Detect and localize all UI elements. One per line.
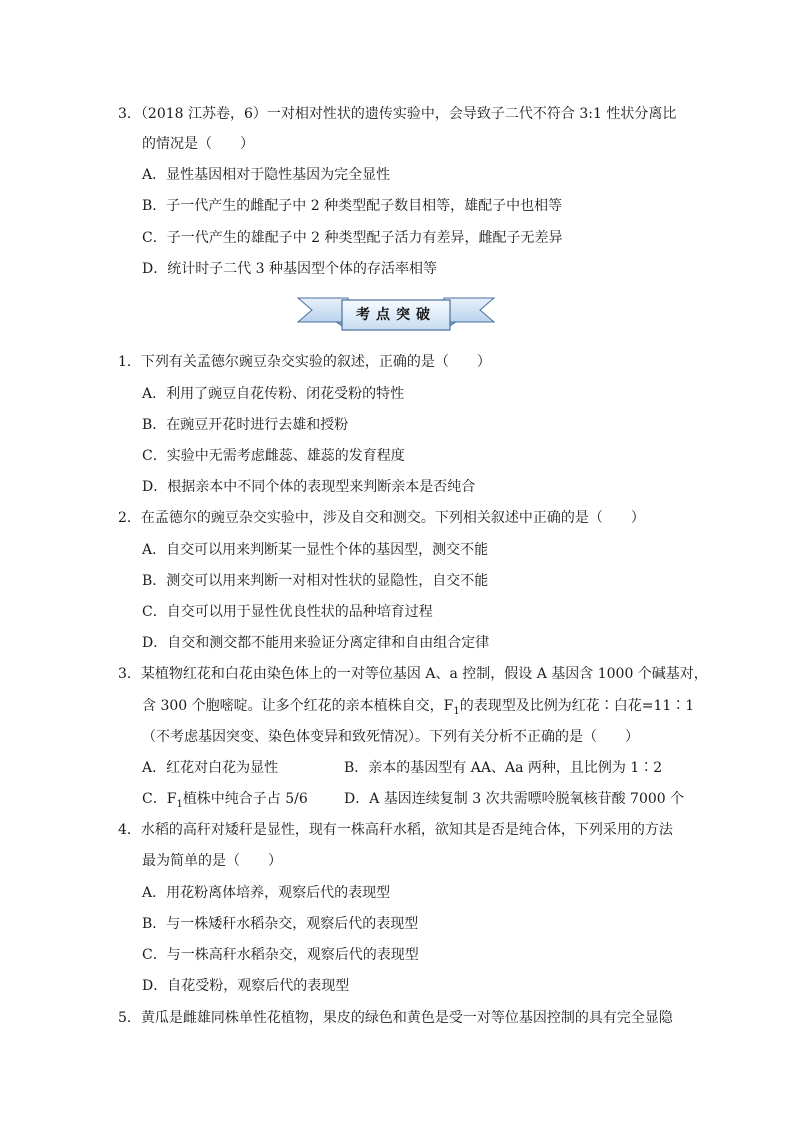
- banner-title: 考点突破: [356, 307, 436, 323]
- question-2-option-d: D．自交和测交都不能用来验证分离定律和自由组合定律: [142, 635, 490, 651]
- question-3-stem-line-3: （不考虑基因突变、染色体变异和致死情况）。下列有关分析不正确的是（ ）: [142, 729, 639, 745]
- question-4-option-c: C．与一株高秆水稻杂交，观察后代的表现型: [142, 947, 419, 963]
- intro-option-c: C．子一代产生的雄配子中 2 种类型配子活力有差异，雌配子无差异: [142, 230, 563, 246]
- question-5-stem: 5．黄瓜是雌雄同株单性花植物，果皮的绿色和黄色是受一对等位基因控制的具有完全显隐: [118, 1010, 673, 1026]
- question-4-option-b: B．与一株矮秆水稻杂交，观察后代的表现型: [142, 916, 419, 932]
- intro-question-line-2: 的情况是（ ）: [142, 136, 254, 152]
- question-2-option-a: A．自交可以用来判断某一显性个体的基因型，测交不能: [142, 542, 489, 558]
- question-1-stem: 1．下列有关孟德尔豌豆杂交实验的叙述，正确的是（ ）: [118, 354, 491, 370]
- question-3-option-c: C．$F_1$植株中纯合子占 5/6: [142, 791, 308, 810]
- subscript: 1: [176, 798, 183, 810]
- intro-option-a: A．显性基因相对于隐性基因为完全显性: [142, 167, 391, 183]
- question-1-option-c: C．实验中无需考虑雌蕊、雄蕊的发育程度: [142, 448, 405, 464]
- question-3-stem-line-1: 3．某植物红花和白花由染色体上的一对等位基因 A、a 控制，假设 A 基因含 1000 个碱基对，: [118, 666, 708, 682]
- question-2-option-c: C．自交可以用于显性优良性状的品种培育过程: [142, 604, 433, 620]
- question-3-stem-line-2: 含 300 个胞嘧啶。让多个红花的亲本植株自交，$F_1$的表现型及比例为红花∶白花=11∶1: [142, 698, 695, 717]
- question-1-option-d: D．根据亲本中不同个体的表现型来判断亲本是否纯合: [142, 479, 476, 495]
- question-1-option-a: A．利用了豌豆自花传粉、闭花受粉的特性: [142, 386, 405, 402]
- intro-question-line-1: 3．（2018 江苏卷，6）一对相对性状的遗传实验中，会导致子二代不符合 3:1 性状分离比: [118, 106, 677, 122]
- question-2-option-b: B．测交可以用来判断一对相对性状的显隐性，自交不能: [142, 573, 489, 589]
- question-4-option-a: A．用花粉离体培养，观察后代的表现型: [142, 885, 391, 901]
- section-banner: [296, 292, 496, 338]
- intro-option-d: D．统计时子二代 3 种基因型个体的存活率相等: [142, 261, 438, 277]
- question-4-stem-line-2: 最为简单的是（ ）: [142, 853, 282, 869]
- question-1-option-b: B．在豌豆开花时进行去雄和授粉: [142, 417, 349, 433]
- question-4-stem-line-1: 4．水稻的高秆对矮秆是显性，现有一株高秆水稻，欲知其是否是纯合体，下列采用的方法: [118, 822, 673, 838]
- question-4-option-d: D．自花受粉，观察后代的表现型: [142, 978, 350, 994]
- intro-option-b: B．子一代产生的雌配子中 2 种类型配子数目相等，雄配子中也相等: [142, 198, 563, 214]
- question-3-option-a: A．红花对白花为显性: [142, 760, 279, 776]
- question-2-stem: 2．在孟德尔的豌豆杂交实验中，涉及自交和测交。下列相关叙述中正确的是（ ）: [118, 510, 645, 526]
- question-3-option-d: D．A 基因连续复制 3 次共需嘌呤脱氧核苷酸 7000 个: [344, 791, 685, 807]
- subscript: 1: [453, 705, 460, 717]
- question-3-option-b: B．亲本的基因型有 AA、Aa 两种，且比例为 1∶2: [344, 760, 663, 776]
